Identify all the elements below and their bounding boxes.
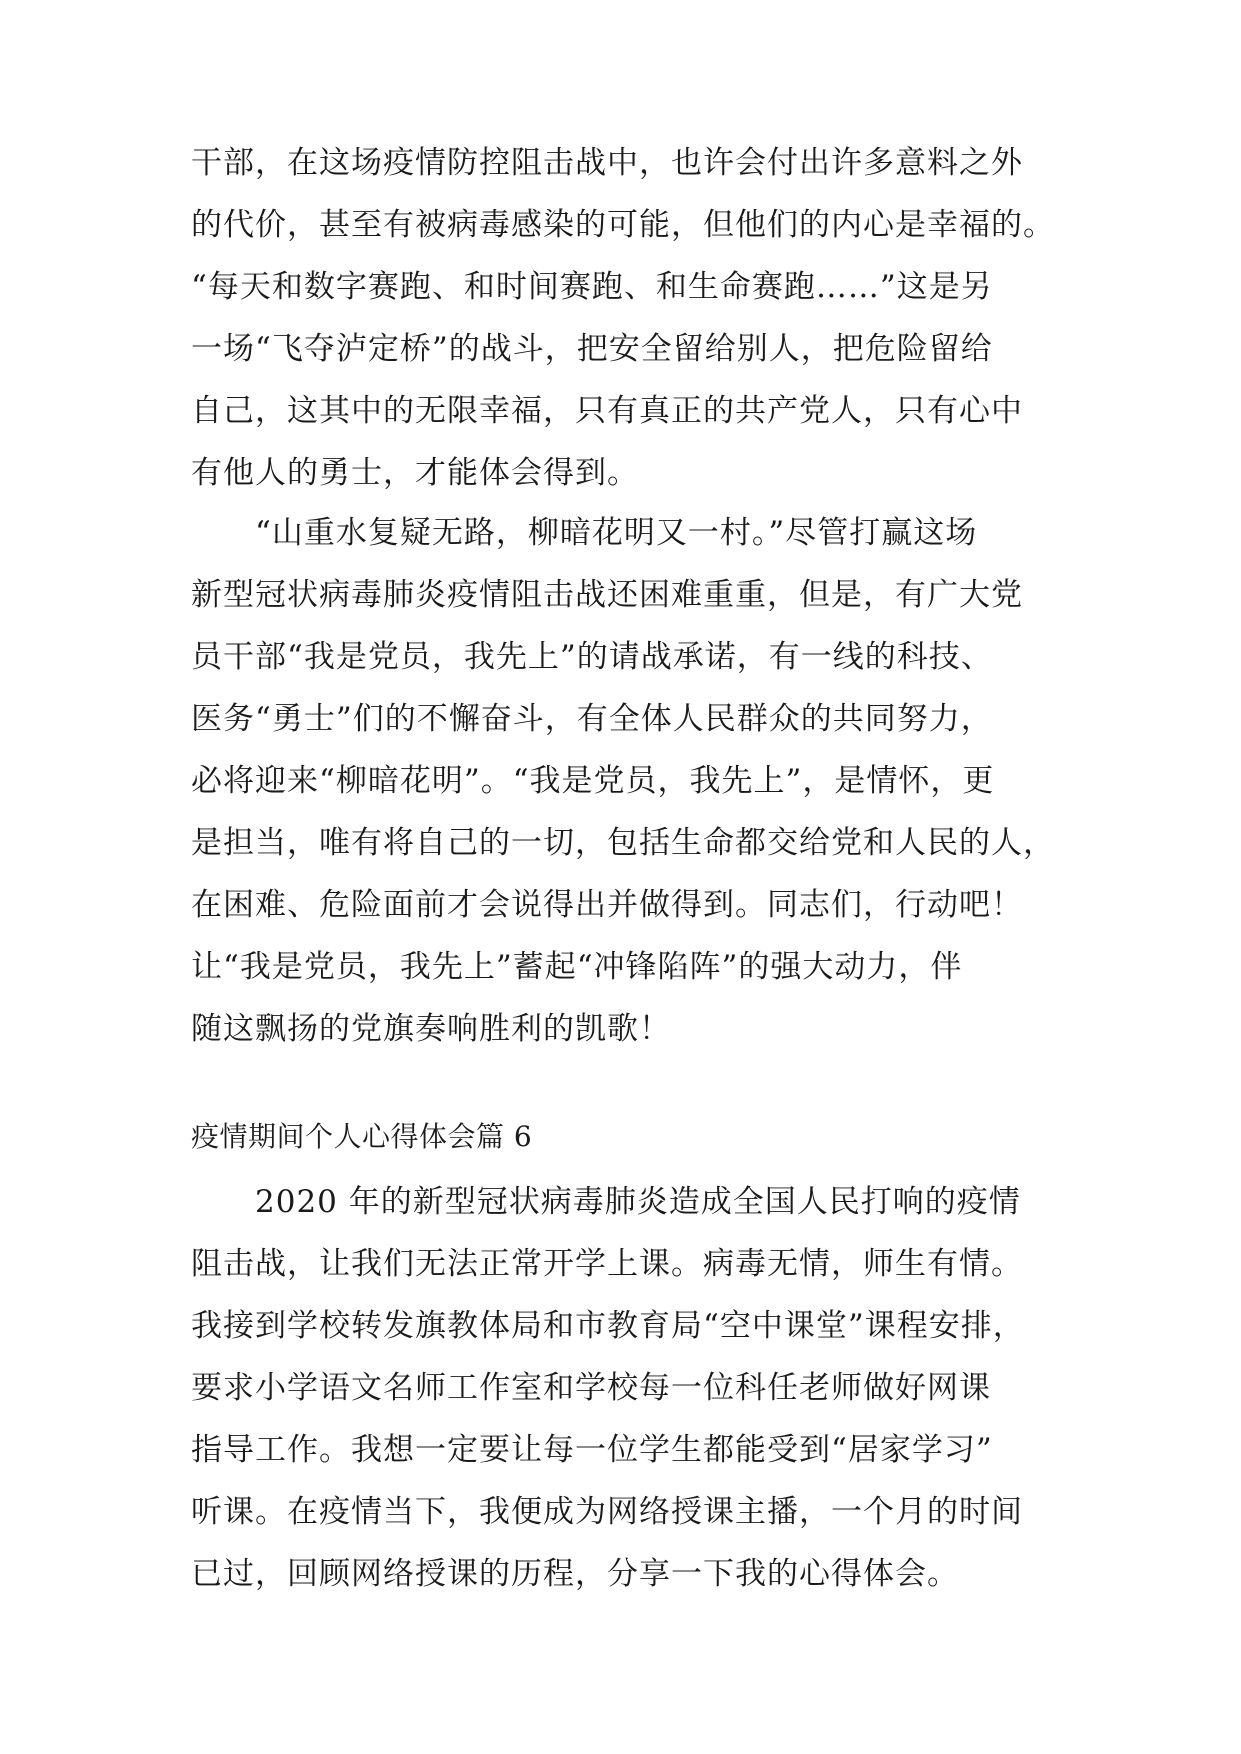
- text-line: “每天和数字赛跑、和时间赛跑、和生命赛跑……”这是另: [191, 269, 993, 305]
- text-line: 已过，回顾网络授课的历程，分享一下我的心得体会。: [191, 1556, 959, 1592]
- text-line: 指导工作。我想一定要让每一位学生都能受到“居家学习”: [191, 1432, 993, 1468]
- text-line: 阻击战，让我们无法正常开学上课。病毒无情，师生有情。: [191, 1246, 1023, 1282]
- text-line: 我接到学校转发旗教体局和市教育局“空中课堂”课程安排，: [191, 1308, 1025, 1344]
- text-line: 让“我是党员，我先上”蓄起“冲锋陷阵”的强大动力，伴: [191, 949, 963, 985]
- text-line: 在困难、危险面前才会说得出并做得到。同志们，行动吧！: [191, 887, 1023, 923]
- text-line: 听课。在疫情当下，我便成为网络授课主播，一个月的时间: [191, 1494, 1023, 1530]
- paragraph-2: [191, 502, 1055, 1060]
- text-line: 的代价，甚至有被病毒感染的可能，但他们的内心是幸福的。: [191, 207, 1055, 243]
- text-line: 必将迎来“柳暗花明”。“我是党员，我先上”，是情怀，更: [191, 763, 995, 799]
- text-line: 自己，这其中的无限幸福，只有真正的共产党人，只有心中: [191, 393, 1023, 429]
- text-line: 是担当，唯有将自己的一切，包括生命都交给党和人民的人，: [191, 825, 1055, 861]
- section-heading: 疫情期间个人心得体会篇 6: [191, 1120, 533, 1153]
- text-line: 员干部“我是党员，我先上”的请战承诺，有一线的科技、: [191, 639, 993, 675]
- paragraph-1: [191, 132, 1055, 504]
- text-line: 2020 年的新型冠状病毒肺炎造成全国人民打响的疫情: [191, 1184, 1021, 1220]
- text-line: 随这飘扬的党旗奏响胜利的凯歌！: [191, 1011, 671, 1047]
- text-line: 有他人的勇士，才能体会得到。: [191, 455, 639, 491]
- text-line: “山重水复疑无路，柳暗花明又一村。”尽管打赢这场: [191, 515, 978, 551]
- text-line: 一场“飞夺泸定桥”的战斗，把安全留给别人，把危险留给: [191, 331, 993, 367]
- paragraph-3: [191, 1171, 1051, 1605]
- text-line: 要求小学语文名师工作室和学校每一位科任老师做好网课: [191, 1370, 991, 1406]
- text-line: 干部，在这场疫情防控阻击战中，也许会付出许多意料之外: [191, 145, 1023, 181]
- text-line: 新型冠状病毒肺炎疫情阻击战还困难重重，但是，有广大党: [191, 577, 1023, 613]
- text-line: 医务“勇士”们的不懈奋斗，有全体人民群众的共同努力，: [191, 701, 993, 737]
